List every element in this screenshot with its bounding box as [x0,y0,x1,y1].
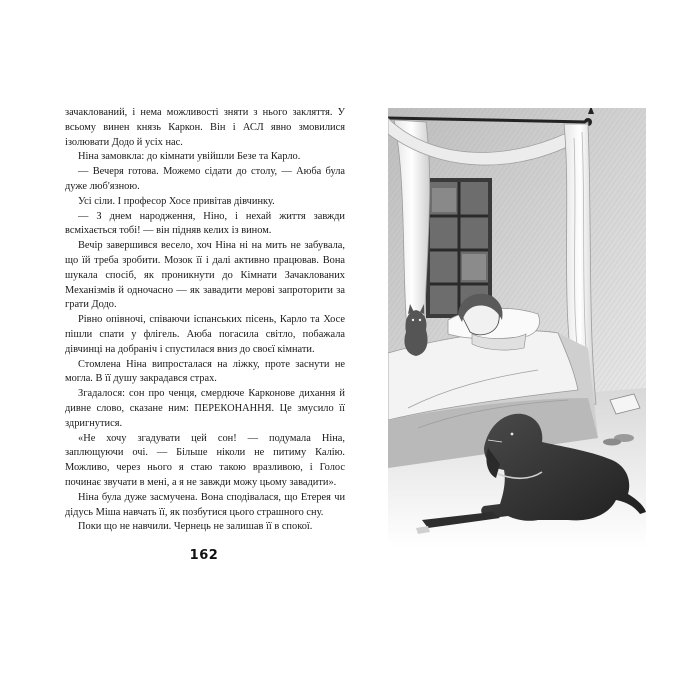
paragraph: — З днем народження, Ніно, і нехай життя завжди всміхається тобі! — він підняв келих із вином. [65,210,345,237]
paragraph: Рівно опівночі, співаючи іспанських пісень, Карло та Хосе пішли спати у флігель. Аюба погасила світло, побажала дівчинці на добраніч і спустилася вниз до своєї кімнати. [65,314,345,355]
page-number: 162 [189,548,219,563]
paragraph: Вечір завершився весело, хоч Ніна ні на мить не забувала, що їй треба зробити. Мозок її і далі активно працював. Вона шукала спосіб, як проникнути до Кімнати Зачаклованих Механізмів й одночасно — як завадити мерові запроторити за грати Додо. [65,240,345,311]
left-page-text [65,106,345,535]
paragraph: Стомлена Ніна випросталася на ліжку, проте заснути не могла. В її душу закрадався страх. [65,358,345,385]
paragraph: «Не хочу згадувати цей сон! — подумала Ніна, заплющуючи очі. — Більше ніколи не питиму Калію. Можливо, через нього я стаю такою вразливою, і Голос починає звучати в мені, а я не завжди можу цьому завадити». [65,432,345,488]
bedroom-illustration [388,108,646,548]
paragraph: Усі сіли. І професор Хосе привітав дівчинку. [78,195,275,207]
paragraph: Згадалося: сон про ченця, смердюче Карконове дихання й дивне слово, сказане ним: ПЕРЕКОНАННЯ. Це змусило її здригнутися. [65,388,345,429]
paragraph: Ніна була дуже засмучена. Вона сподівалася, що Етерея чи дідусь Міша навчать її, як позбутися цього страшного сну. [65,491,345,518]
paragraph: — Вечеря готова. Можемо сідати до столу, — Аюба була дуже люб'язною. [65,166,345,192]
paragraph: Ніна замовкла: до кімнати увійшли Безе та Карло. [78,151,301,163]
illustration-svg [388,108,646,548]
paragraph: зачаклований, і нема можливості зняти з нього закляття. У всьому винен князь Каркон. Він і АСЛ явно змовилися ізолювати Додо й усіх нас. [65,107,345,148]
paragraph: Поки що не навчили. Чернець не залишав її в спокої. [78,521,313,533]
